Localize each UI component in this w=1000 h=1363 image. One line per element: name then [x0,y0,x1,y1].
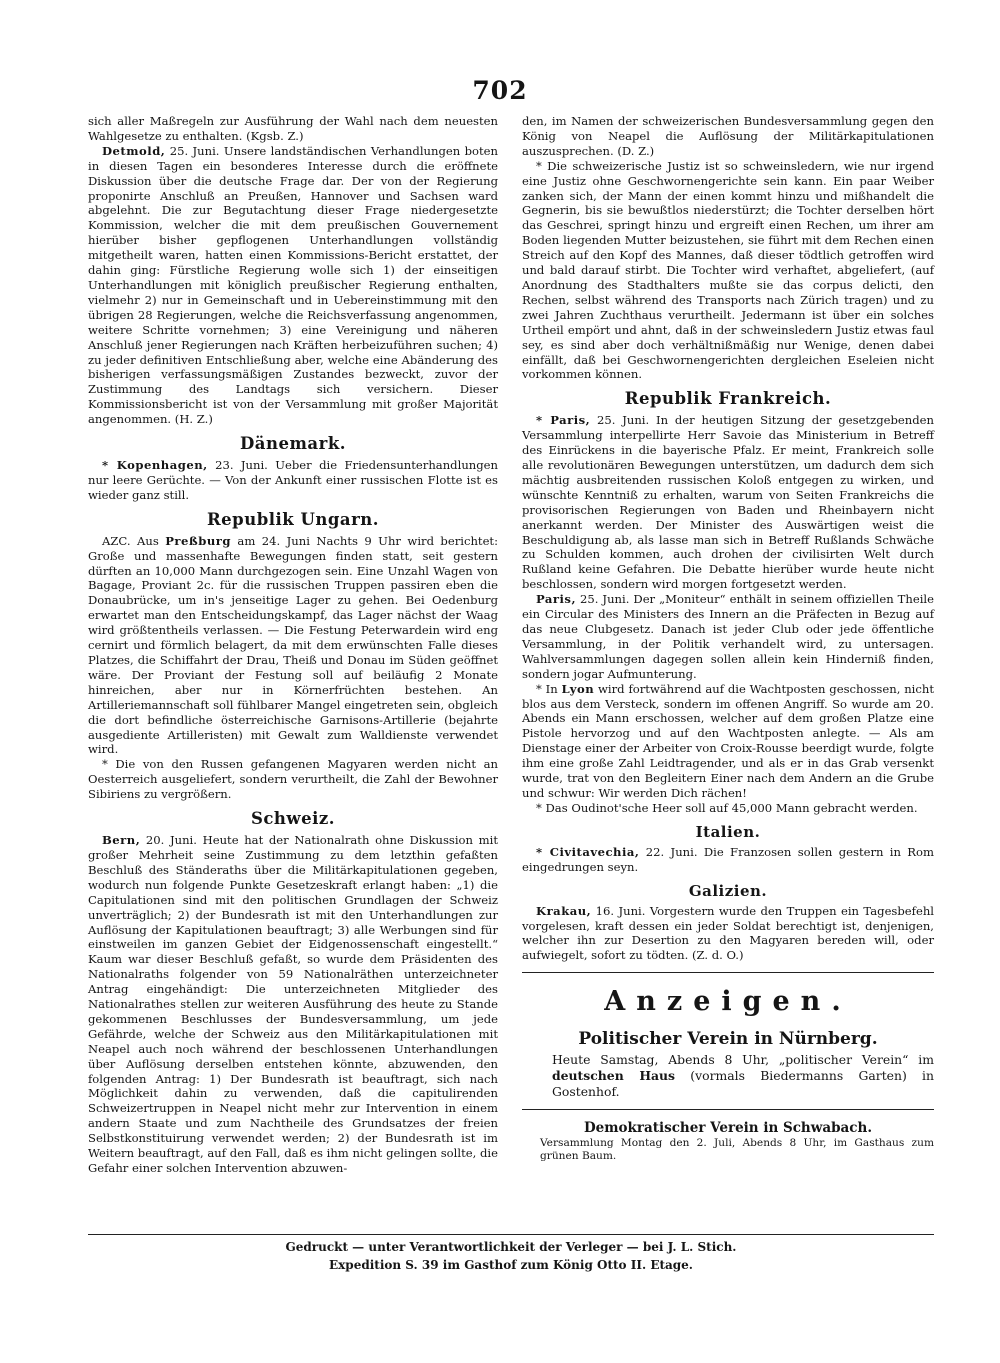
source-azc: AZC. Aus [102,533,166,548]
article-bern-body: 20. Juni. Heute hat der Nationalrath ohne Diskussion mit großer Mehrheit seine Zustimmung zu dem letzthin gefaßten Beschluß des Ständeraths über die Militärkapitulationen gegeben, wodurch nun folgende Punkte Gesetzeskraft erlangt haben: „1) die Capitulationen sind mit den politischen Grundlagen der Schweiz unverträglich; 2) der Bundesrath ist mit den Unterhandlungen zur Auflösung der Kapitulationen beauftragt; 3) alle Werbungen sind für einstweilen im ganzen Gebiet der Eidgenossenschaft eingestellt.“ Kaum war dieser Beschluß gefaßt, so wurde dem Präsidenten des Nationalraths folgender von 59 Nationalräthen unterzeichneter Antrag eingehändigt: Die unterzeichneten Mitglieder des Nationalrathes stellen zur weiteren Ausführung des heute zu Stande gekommenen Beschlusses der Bundesversammlung, um jede Gefährde, welche der Schweiz aus den Militärkapitulationen mit Neapel auch noch während der beschlossenen Unterhandlungen über Auflösung derselben entstehen könnte, abzuwenden, den folgenden Antrag: 1) Der Bundesrath ist beauftragt, sich nach Möglichkeit dahin zu verwenden, daß die capitulirenden Schweizertruppen in Neapel nicht mehr zur Intervention in einem andern Staate und zum Nachtheile des Grundsatzes der freien Selbstkonstituirung verwendet werden; 2) der Bundesrath ist im Weitern beauftragt, auf den Fall, daß es ihm nicht gelingen sollte, die Gefahr einer solchen Intervention abzuwen- [88,833,498,1175]
article-paris-1-body: 25. Juni. In der heutigen Sitzung der gesetzgebenden Versammlung interpellirte Herr Savoie das Ministerium in Betreff des Einrückens in die bayerische Pfalz. Er meint, Frankreich solle alle revolutionären Bewegungen unterstützen, um dadurch dem sich mächtig ausbreitenden russischen Koloß entgegen zu wirken, und wünschte Kenntniß zu erhalten, warum von Seiten Frankreichs die provisorischen Regierungen von Baden und Rheinbayern nicht anerkannt werden. Der Minister des Auswärtigen weist die Beschuldigung ab, als lasse man sich in Betreff Rußlands Schwäche zu Schulden kommen, auch drohen der civilisirten Welt durch Rußland keine Gefahren. Die Debatte hierüber wurde heute nicht beschlossen, sondern wird morgen fortgesetzt werden. [522,413,934,592]
dateline-bern: Bern, [102,833,141,848]
ad-schwabach-text: Versammlung Montag den 2. Juli, Abends 8 Uhr, im Gasthaus zum grünen Baum. [540,1137,934,1162]
article-pressburg [88,534,498,758]
footer-imprint: Gedruckt — unter Verantwortlichkeit der Verleger — bei J. L. Stich. [285,1240,737,1254]
article-paris-1 [522,413,934,592]
divider-rule [522,972,934,973]
ad-nuernberg-text [522,1052,934,1100]
section-heading-galizien: Galizien. [688,881,768,900]
divider-rule-2 [522,1109,934,1110]
lyon-prefix: * In [536,681,562,696]
dateline-civitavechia: * Civitavechia, [536,844,640,859]
article-pressburg-body: am 24. Juni Nachts 9 Uhr wird berichtet: Große und massenhafte Bewegungen finden statt, seit gestern dürften an 10,000 Mann durchgezogen sein. Eine Unzahl Wagen von Bagage, Proviant 2c. für die russischen Truppen passiren eben die Donaubrücke, um in's jenseitige Lager zu gehen. Bei Oedenburg erwartet man den Entscheidungskampf, das Lager nächst der Waag wird größtentheils verlassen. — Die Festung Peterwardein wird eng cernirt und förmlich belagert, da mit dem erwünschten Falle dieses Platzes, die Schiffahrt der Drau, Theiß und Donau im Süden geöffnet wäre. Der Proviant der Festung soll auf beiläufig 2 Monate hinreichen, aber nur in Körnerfrüchten bestehen. An Artilleriemannschaft soll fühlbarer Mangel eingetreten sein, obgleich die dort befindliche österreichische Garnisons-Artillerie (bejahrte ausgediente Artilleristen) mit Gewalt zum Walldienste verwendet wird. [88,533,498,757]
dateline-detmold: Detmold, [102,143,166,158]
section-heading-frankreich: Republik Frankreich. [624,389,832,409]
article-justiz: * Die schweizerische Justiz ist so schweinsledern, wie nur irgend eine Justiz ohne Geschwornengerichte sein kann. Ein paar Weiber zanken sich, der Mann der einen kommt hinzu und mißhandelt die Gegnerin, bis sie bewußtlos niederstürzt; die Tochter derselben hört das Geschrei, springt hinzu und ergreift einen Rechen, um ihrer am Boden liegenden Mutter beizustehen, sie führt mit dem Rechen einen Streich auf den Kopf des Mannes, daß dieser tödtlich getroffen wird und bald darauf stirbt. Die Tochter wird verhaftet, abgeliefert, (auf Anordnung des Stadthalters mußte sie das corpus delicti, den Rechen, selbst während des Transports nach Zürich tragen) und zu zwei Jahren Zuchthaus verurtheilt. Jedermann ist über ein solches Urtheil empört und ahnt, daß in der schweinsledern Justiz etwas faul sey, es sind aber doch verhältnißmäßig nur Wenige, denen dabei einfällt, daß bei Geschwornengerichten dergleichen Eseleien nicht vorkommen können. [522,158,934,382]
dateline-paris-1: * Paris, [536,413,591,428]
dateline-pressburg: Preßburg [165,533,231,548]
section-heading-ungarn: Republik Ungarn. [206,509,380,529]
section-heading-daenemark: Dänemark. [239,434,346,454]
article-lyon-body: wird fortwährend auf die Wachtposten geschossen, nicht blos aus dem Versteck, sondern im offenen Angriff. So wurde am 20. Abends ein Mann erschossen, welcher auf dem großen Platze eine Pistole hervorzog und auf den Wachtposten anlegte. — Als am Dienstage einer der Arbeiter von Croix-Rousse beerdigt wurde, folgte ihm eine große Zahl Leidtragender, und als er in das Grab versenkt wurde, trat von den Begleitern Einer nach dem Andern an die Grube und schwur: Wir werden Dich rächen! [522,681,935,800]
section-heading-italien: Italien. [695,822,761,841]
ad-schwabach-title: Demokratischer Verein in Schwabach. [583,1120,873,1137]
anzeigen-heading: Anzeigen. [604,986,852,1018]
article-paris-2-body: 25. Juni. Der „Moniteur“ enthält in seinem offiziellen Theile ein Circular des Ministers des Innern an die Präfecten in Bezug auf das neue Clubgesetz. Danach ist jeder Club oder jede öffentliche Versammlung, in der Politik verhandelt wird, zu untersagen. Wahlversammlungen dagegen sollen allein kein Hinderniß finden, sondern jogar Aufmunterung. [522,592,934,681]
dateline-kopenhagen: * Kopenhagen, [102,458,208,473]
page-number: 702 [472,76,528,105]
dateline-paris-2: Paris, [536,592,576,607]
ad-nuernberg-venue: deutschen Haus [552,1068,676,1084]
article-kopenhagen-body: 23. Juni. Ueber die Friedensunterhandlungen nur leere Gerüchte. — Von der Ankunft einer russischen Flotte ist es wieder ganz still. [88,458,498,502]
article-detmold-body: 25. Juni. Unsere landständischen Verhandlungen boten in diesen Tagen ein besonderes Interesse durch die eröffnete Diskussion über die deutsche Frage dar. Der von der Regierung proponirte Anschluß an Preußen, Hannover und Sachsen ward abgelehnt. Die zur Begutachtung dieser Frage niedergesetzte Kommission, welcher die mit dem preußischen Gouvernement hierüber bisher gepflogenen Unterhandlungen vollständig mitgetheilt waren, hatten einen Kommissions-Bericht erstattet, der dahin ging: Fürstliche Regierung wolle sich 1) der einseitigen Unterhandlungen mit königlich preußischer Regierung enthalten, vielmehr 2) nur in Gemeinschaft und in Uebereinstimmung mit den übrigen 28 Regierungen, welche die Reichsverfassung angenommen, weitere Schritte vornehmen; 3) eine Vereinigung und näheren Anschluß jener Regierungen nach Kräften herbeizuführen suchen; 4) zu jeder definitiven Entschließung aber, welche eine Abänderung des bisherigen verfassungsmäßigen Zustandes bezweckt, zuvor der Zustimmung des Landtags sich versichern. Dieser Kommissionsbericht ist von der Versammlung mit großer Majorität angenommen. (H. Z.) [88,143,498,427]
article-civitavechia-body: 22. Juni. Die Franzosen sollen gestern in Rom eingedrungen seyn. [522,844,935,874]
article-oudinot: * Das Oudinot'sche Heer soll auf 45,000 Mann gebracht werden. [536,800,918,815]
left-column [88,114,498,1176]
article-civitavechia [522,845,934,875]
article-detmold [88,144,498,427]
dateline-krakau: Krakau, [536,903,592,918]
article-bern-continuation: den, im Namen der schweizerischen Bundesversammlung gegen den König von Neapel die Auflösung der Militärkapitulationen auszusprechen. (D. Z.) [522,114,934,158]
dateline-lyon: Lyon [561,681,595,696]
footer-expedition: Expedition S. 39 im Gasthof zum König Otto II. Etage. [329,1258,693,1272]
right-column [522,114,934,1162]
article-magyaren: * Die von den Russen gefangenen Magyaren werden nicht an Oesterreich ausgeliefert, sondern verurtheilt, die Zahl der Bewohner Sibiriens zu vergrößern. [88,757,498,802]
article-continuation: sich aller Maßregeln zur Ausführung der Wahl nach dem neuesten Wahlgesetze zu enthalten. (Kgsb. Z.) [88,114,498,143]
ad-nuernberg-text-b: (vormals Biedermanns Garten) in Gostenhof. [552,1068,934,1100]
ad-nuernberg-text-a: Heute Samstag, Abends 8 Uhr, „politischer Verein“ im [552,1052,934,1068]
article-paris-2 [522,592,934,681]
section-heading-schweiz: Schweiz. [250,809,336,829]
article-krakau [522,904,934,964]
article-bern [88,833,498,1176]
ad-nuernberg-title: Politischer Verein in Nürnberg. [578,1029,878,1050]
article-krakau-body: 16. Juni. Vorgestern wurde den Truppen ein Tagesbefehl vorgelesen, kraft dessen ein jeder Soldat berechtigt ist, denjenigen, welcher ihn zur Desertion zu den Magyaren bereden will, oder aufwiegelt, sofort zu tödten. (Z. d. O.) [522,903,934,963]
article-kopenhagen [88,458,498,503]
article-lyon [522,682,934,801]
footer-rule [88,1234,934,1235]
